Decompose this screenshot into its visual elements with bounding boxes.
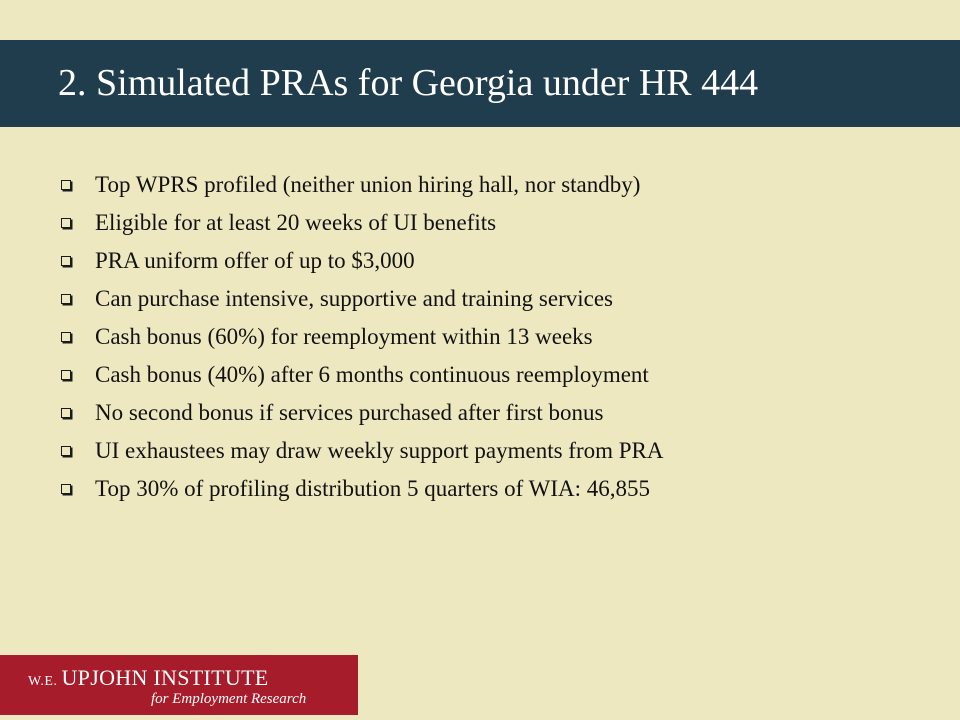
bullet-text: Cash bonus (60%) for reemployment within 13 weeks — [95, 324, 593, 349]
bullet-text: No second bonus if services purchased after first bonus — [95, 400, 604, 425]
bullet-item — [58, 432, 664, 470]
upjohn-institute-logo — [0, 655, 358, 715]
square-bullet-icon — [61, 446, 71, 456]
bullet-item — [58, 470, 664, 508]
square-bullet-icon — [61, 408, 71, 418]
logo-prefix: W.E. — [28, 674, 58, 689]
bullet-list — [58, 166, 664, 508]
logo-name: UPJOHN INSTITUTE — [61, 665, 269, 690]
square-bullet-icon — [61, 180, 71, 190]
bullet-item — [58, 394, 664, 432]
slide-title: 2. Simulated PRAs for Georgia under HR 444 — [58, 62, 759, 104]
bullet-text: Top 30% of profiling distribution 5 quarters of WIA: 46,855 — [95, 476, 650, 501]
bullet-text: Eligible for at least 20 weeks of UI benefits — [95, 210, 497, 235]
bullet-item — [58, 356, 664, 394]
square-bullet-icon — [61, 294, 71, 304]
bullet-text: UI exhaustees may draw weekly support payments from PRA — [95, 438, 664, 463]
logo-tagline: for Employment Research — [151, 691, 307, 707]
bullet-text: PRA uniform offer of up to $3,000 — [95, 248, 415, 273]
title-bar — [0, 40, 960, 127]
bullet-item — [58, 280, 664, 318]
bullet-item — [58, 242, 664, 280]
bullet-text: Cash bonus (40%) after 6 months continuous reemployment — [95, 362, 649, 387]
square-bullet-icon — [61, 484, 71, 494]
bullet-item — [58, 318, 664, 356]
square-bullet-icon — [61, 256, 71, 266]
square-bullet-icon — [61, 370, 71, 380]
bullet-item — [58, 166, 664, 204]
bullet-item — [58, 204, 664, 242]
square-bullet-icon — [61, 218, 71, 228]
square-bullet-icon — [61, 332, 71, 342]
bullet-text: Top WPRS profiled (neither union hiring hall, nor standby) — [95, 172, 641, 197]
bullet-text: Can purchase intensive, supportive and training services — [95, 286, 613, 311]
